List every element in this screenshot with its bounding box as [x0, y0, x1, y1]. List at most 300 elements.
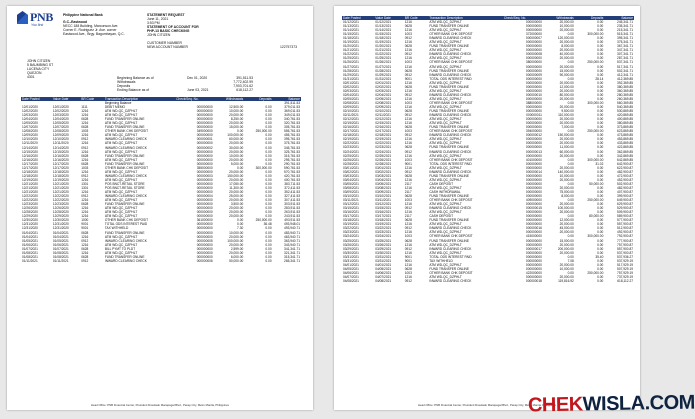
table-cell: 000000004: [196, 194, 213, 199]
table-cell: 03/09/2021: [343, 189, 359, 194]
table-cell: 0.00: [597, 96, 604, 101]
table-cell: 0.00: [597, 194, 604, 199]
transaction-table-page-2: [342, 16, 634, 283]
table-cell: 12/18/2020: [22, 173, 38, 178]
table-cell: 02/25/2021: [375, 153, 392, 158]
table-cell: 502,900.87: [617, 181, 633, 186]
table-cell: 642,869.85: [617, 157, 633, 162]
table-cell: 540,369.85: [617, 104, 633, 109]
table-cell: 250,000.00: [587, 60, 604, 65]
table-cell: 12/21/2020: [52, 181, 69, 186]
table-cell: 02/23/2021: [343, 145, 359, 150]
table-cell: 02/10/2021: [343, 109, 359, 114]
table-cell: 0628: [404, 266, 412, 271]
table-cell: 20,000.00: [229, 234, 244, 239]
table-cell: TOTAL ODS INTEREST PAID: [429, 76, 472, 81]
table-cell: 000000000: [196, 242, 213, 247]
table-cell: ATM WD-QC_DZPHLT: [429, 242, 462, 247]
table-cell: 000000000: [525, 254, 542, 259]
statement-page-2: [334, 6, 640, 410]
table-cell: 0.00: [265, 198, 272, 203]
table-cell: 493,948.01: [284, 222, 300, 227]
table-cell: 20,000.00: [229, 149, 244, 154]
table-cell: 0.00: [597, 109, 604, 114]
table-cell: 340,761.53: [284, 117, 300, 122]
table-cell: 0.00: [265, 250, 272, 255]
table-cell: 1216: [404, 222, 412, 227]
transaction-table-page-1: [21, 97, 301, 263]
table-cell: 000000003: [196, 173, 213, 178]
table-cell: 100,000.00: [227, 133, 244, 138]
table-cell: 2117: [404, 214, 412, 219]
table-cell: 31.02: [595, 161, 604, 166]
table-cell: 0.00: [597, 210, 604, 215]
table-cell: 20,000.00: [229, 169, 244, 174]
table-cell: 50,000.00: [229, 258, 244, 263]
table-cell: 03/23/2021: [375, 230, 392, 235]
table-cell: 20,000.00: [559, 104, 574, 109]
table-cell: 342,869.85: [617, 153, 633, 158]
table-cell: 02/12/2021: [375, 117, 392, 122]
table-cell: 367,341.71: [617, 44, 633, 49]
table-cell: 03/30/2021: [375, 250, 392, 255]
table-cell: 12/28/2020: [52, 210, 69, 215]
table-cell: FUND TRANSFER ONLINE: [429, 44, 469, 49]
table-cell: 80,000.00: [559, 92, 574, 97]
table-cell: 000000000: [525, 266, 542, 271]
table-cell: ATM WD-QC_DZPHLT: [429, 117, 462, 122]
table-cell: 60,000.00: [229, 137, 244, 142]
table-cell: INWARD CLEARING CHECK: [429, 169, 472, 174]
table-cell: FUND TRANSFER ONLINE: [429, 68, 469, 73]
table-cell: 20,000.00: [229, 121, 244, 126]
table-cell: 341,341.71: [284, 246, 300, 251]
page-footer: Head Office: PNB Financial Center, President Diosdado Macapagal Blvd., Pasay City, Metro Manila, Philippines: [91, 403, 229, 407]
table-cell: 629,900.87: [617, 202, 633, 207]
column-header: Check/Seq. No.: [175, 97, 213, 101]
table-cell: 03/31/2021: [375, 254, 392, 259]
table-cell: 000000000: [196, 190, 213, 195]
table-cell: 01/04/2021: [52, 230, 69, 235]
table-cell: 02/17/2021: [343, 129, 359, 134]
table-cell: 01/14/2021: [343, 28, 359, 33]
table-cell: 0912: [404, 92, 412, 97]
table-cell: 02/19/2021: [375, 137, 392, 142]
table-cell: FUND TRANSFER ONLINE: [104, 254, 145, 259]
table-row: [342, 279, 634, 283]
table-cell: 623,869.85: [617, 129, 633, 134]
table-cell: 250,000.00: [255, 129, 272, 134]
table-cell: 17,050.00: [229, 181, 244, 186]
table-cell: 537,900.87: [617, 250, 633, 255]
table-cell: 12/17/2020: [52, 165, 69, 170]
table-cell: 1216: [404, 250, 412, 255]
table-cell: 03/04/2021: [343, 177, 359, 182]
table-cell: 373,869.85: [617, 125, 633, 130]
table-cell: 0912: [404, 133, 412, 138]
table-cell: 03/05/2021: [375, 181, 392, 186]
table-cell: 000000000: [525, 214, 542, 219]
table-cell: ATM WD-QC_DZPHLT: [429, 185, 462, 190]
table-cell: 407,900.87: [617, 189, 633, 194]
table-cell: 150,000.00: [227, 173, 244, 178]
table-cell: 20,000.00: [559, 185, 574, 190]
table-cell: 649,900.87: [617, 198, 633, 203]
table-cell: 260,369.85: [617, 96, 633, 101]
table-cell: 305,761.53: [284, 125, 300, 130]
table-cell: 1216: [404, 185, 412, 190]
table-cell: 422,869.85: [617, 145, 633, 150]
table-cell: INWARD CLEARING CHECK: [429, 52, 472, 57]
table-cell: 1216: [81, 121, 89, 126]
table-cell: 10,000.00: [229, 230, 244, 235]
table-cell: 20,000.00: [559, 262, 574, 267]
table-cell: 0.00: [597, 218, 604, 223]
table-cell: 0912: [404, 169, 412, 174]
table-cell: 1216: [81, 113, 89, 118]
table-cell: TAX WITHHELD: [104, 226, 129, 231]
table-cell: 11,000.00: [559, 145, 574, 150]
table-cell: OTHER BANK CHK DEPOSIT: [429, 100, 473, 105]
table-cell: 000000000: [196, 157, 213, 162]
table-cell: 300,000.00: [587, 234, 604, 239]
table-cell: ATM WD-QC_DZPHLT: [104, 121, 138, 126]
table-cell: 01/12/2021: [343, 20, 359, 24]
table-cell: 03/08/2021: [343, 185, 359, 190]
table-cell: 363,940.71: [284, 238, 300, 243]
table-cell: 01/04/2021: [22, 234, 38, 239]
table-cell: 03/26/2021: [375, 242, 392, 247]
column-header: Check/Seq. No.: [503, 16, 543, 20]
table-cell: ATM WD-QC_DZPHLT: [429, 230, 462, 235]
page-footer: Head Office: PNB Financial Center, President Diosdado Macapagal Blvd., Pasay City, Metro Manila, Philippines: [418, 403, 556, 407]
table-cell: 0.00: [567, 198, 574, 203]
table-cell: 0.00: [265, 185, 272, 190]
table-cell: INWARD CLEARING CHECK: [429, 72, 472, 77]
table-cell: 12/31/2020: [22, 226, 38, 231]
table-cell: 0628: [404, 145, 412, 150]
table-cell: 0.00: [597, 36, 604, 41]
table-cell: 01/14/2021: [375, 28, 392, 33]
table-cell: 03/24/2021: [375, 234, 392, 239]
table-cell: 04/06/2021: [375, 270, 392, 275]
table-cell: 1216: [404, 137, 412, 142]
table-cell: 12,000.00: [559, 84, 574, 89]
table-cell: 000000000: [525, 274, 542, 279]
table-cell: ATM WD-QC_DZPHLT: [104, 250, 138, 255]
table-cell: 300,000.00: [255, 165, 272, 170]
table-cell: 1216: [404, 117, 412, 122]
table-cell: 415000000: [525, 234, 542, 239]
table-cell: 20,000.00: [559, 88, 574, 93]
table-cell: 557,900.87: [617, 222, 633, 227]
table-cell: 20,000.00: [229, 210, 244, 215]
table-cell: 20,000.00: [559, 153, 574, 158]
table-cell: 12/03/2020: [22, 113, 38, 118]
table-cell: 01/20/2021: [343, 44, 359, 49]
table-cell: 422000000: [525, 270, 542, 275]
table-cell: 12/18/2020: [52, 169, 69, 174]
table-cell: 01/26/2021: [375, 60, 392, 65]
table-cell: 000000000: [525, 28, 542, 33]
table-cell: 02/09/2021: [375, 104, 392, 109]
table-cell: FUND TRANSFER ONLINE: [104, 153, 145, 158]
table-cell: 100,000.00: [227, 238, 244, 243]
table-cell: 0.00: [597, 68, 604, 73]
table-cell: 000000000: [525, 181, 542, 186]
table-cell: 000000000: [196, 105, 213, 110]
table-cell: 10,000.00: [559, 173, 574, 178]
table-cell: 01/08/2021: [22, 250, 38, 255]
table-cell: 0628: [81, 125, 89, 130]
table-cell: 1216: [404, 28, 412, 33]
table-cell: 20,000.00: [559, 230, 574, 235]
table-cell: POS BNCT-RETAIL STORE: [104, 185, 145, 190]
table-cell: ATM WD-QC_DZPHLT: [104, 190, 138, 195]
table-cell: 000000000: [196, 222, 213, 227]
table-cell: 12/23/2020: [52, 202, 69, 207]
table-cell: INWARD CLEARING CHECK: [429, 246, 472, 251]
table-cell: 321,341.71: [284, 250, 300, 255]
table-cell: 0.00: [597, 117, 604, 122]
table-cell: 119,816.92: [558, 279, 574, 283]
table-cell: ATM WD-QC_DZPHLT: [429, 165, 462, 170]
table-cell: ATM WD-QC_DZPHLT: [429, 96, 462, 101]
table-cell: 12/29/2020: [22, 214, 38, 219]
table-cell: TOTAL ODS INTEREST PAID: [429, 254, 472, 259]
table-cell: 01/27/2021: [343, 64, 359, 69]
table-cell: CASH WITHDRAWAL: [429, 189, 461, 194]
table-cell: 493,940.71: [284, 226, 300, 231]
table-cell: 1216: [81, 242, 89, 247]
table-cell: 0.00: [265, 105, 272, 110]
table-cell: 000000000: [196, 181, 213, 186]
table-cell: 03/12/2021: [375, 202, 392, 207]
table-cell: 512,900.87: [617, 226, 633, 231]
column-header: Deposits: [244, 97, 272, 101]
table-cell: 02/18/2021: [343, 133, 359, 138]
table-cell: 12/16/2020: [22, 153, 38, 158]
table-cell: 50,000.00: [589, 181, 604, 186]
table-cell: 1216: [81, 169, 89, 174]
table-cell: 01/06/2021: [22, 242, 38, 247]
table-cell: 03/03/2021: [375, 173, 392, 178]
table-cell: 0.00: [237, 165, 244, 170]
table-cell: 1111: [81, 105, 88, 110]
table-cell: 0.00: [597, 40, 604, 45]
table-cell: OTHER BANK CHK DEPOSIT: [429, 32, 473, 37]
table-cell: 0.00: [597, 222, 604, 227]
table-cell: 295,761.53: [284, 157, 300, 162]
table-cell: 03/16/2021: [375, 210, 392, 215]
table-cell: 409000000: [525, 198, 542, 203]
table-cell: 000000000: [196, 198, 213, 203]
table-cell: 03/31/2021: [343, 258, 359, 263]
table-cell: 0.00: [567, 161, 574, 166]
table-cell: FUND TRANSFER ONLINE: [429, 173, 469, 178]
table-cell: FUND TRANSFER ONLINE: [429, 24, 469, 29]
table-cell: 12/05/2020: [52, 121, 69, 126]
table-cell: 03/22/2021: [375, 226, 392, 231]
table-cell: 1003: [404, 270, 412, 275]
table-cell: 000000000: [196, 117, 213, 122]
table-cell: 20,000.00: [559, 165, 574, 170]
table-cell: 0628: [404, 218, 412, 223]
table-cell: 0.00: [265, 210, 272, 215]
table-cell: 02/04/2021: [375, 92, 392, 97]
table-cell: 235,341.71: [617, 24, 633, 29]
table-cell: 1003: [404, 198, 412, 203]
table-cell: 02/10/2021: [375, 109, 392, 114]
table-cell: 0.00: [265, 113, 272, 118]
table-cell: 000000000: [525, 165, 542, 170]
table-cell: FUND TRANSFER ONLINE: [104, 202, 145, 207]
table-cell: 530,869.85: [617, 109, 633, 114]
table-cell: TAX WITHHELD: [429, 258, 453, 263]
table-cell: 02/01/2021: [343, 80, 359, 85]
table-cell: 20,000.00: [229, 250, 244, 255]
table-cell: 1301: [81, 181, 89, 186]
table-cell: 12/01/2020: [52, 105, 69, 110]
table-cell: 1003: [404, 157, 412, 162]
table-cell: 537,936.27: [617, 254, 633, 259]
table-cell: 25,000.00: [229, 194, 244, 199]
table-cell: 000000000: [196, 254, 213, 259]
table-cell: OTHER BANK CHK DEPOSIT: [104, 165, 149, 170]
table-cell: 0.00: [265, 190, 272, 195]
table-cell: ATM WD-QC_DZPHLT: [429, 88, 462, 93]
table-cell: 0.00: [265, 109, 272, 114]
table-cell: ATM WD-QC_DZPHLT: [104, 210, 138, 215]
table-cell: 000000000: [525, 153, 542, 158]
table-cell: 03/10/2021: [343, 194, 359, 199]
table-cell: 0.00: [265, 117, 272, 122]
table-cell: 0.00: [265, 153, 272, 158]
table-cell: ATM WD-QC_DZPHLT: [104, 206, 138, 211]
table-cell: 02/23/2021: [375, 145, 392, 150]
table-cell: 1216: [81, 157, 89, 162]
table-cell: 01/13/2021: [343, 24, 359, 29]
table-cell: 0912: [81, 194, 89, 199]
table-cell: 03/25/2021: [375, 238, 392, 243]
table-cell: 250,000.00: [255, 218, 272, 223]
table-cell: 120,000.00: [557, 36, 574, 41]
table-cell: 12/10/2020: [52, 137, 69, 142]
table-cell: 327,411.53: [284, 194, 300, 199]
table-cell: 307,411.53: [284, 198, 300, 203]
column-header: Transaction Description: [428, 16, 502, 20]
table-cell: 0628: [81, 230, 89, 235]
table-cell: 000000000: [525, 262, 542, 267]
table-cell: 02/05/2021: [375, 96, 392, 101]
table-cell: 303,911.53: [284, 202, 300, 207]
table-cell: 0.00: [265, 238, 272, 243]
table-cell: 000000000: [525, 173, 542, 178]
table-cell: 000000012: [525, 133, 542, 138]
table-cell: 12/19/2020: [52, 177, 69, 182]
table-cell: 01/19/2021: [343, 40, 359, 45]
table-cell: 1216: [404, 210, 412, 215]
table-cell: 02/16/2021: [375, 125, 392, 130]
table-cell: 343,940.71: [284, 242, 300, 247]
table-cell: 0912: [404, 246, 412, 251]
table-cell: 02/17/2021: [375, 129, 392, 134]
table-cell: 03/18/2021: [375, 218, 392, 223]
table-cell: 1216: [404, 141, 412, 146]
table-cell: 02/15/2021: [343, 121, 359, 126]
table-cell: 1003: [404, 234, 412, 239]
table-cell: 03/09/2021: [375, 189, 392, 194]
table-cell: 02/28/2021: [343, 161, 359, 166]
table-cell: 01/28/2021: [375, 68, 392, 73]
table-cell: 02/24/2021: [375, 149, 392, 154]
table-cell: 000000000: [196, 230, 213, 235]
table-cell: 0.00: [597, 185, 604, 190]
table-cell: BILL PYMT TO PLDT: [104, 246, 136, 251]
table-cell: 0.00: [597, 169, 604, 174]
table-cell: 03/04/2021: [375, 177, 392, 182]
table-cell: 000000000: [196, 177, 213, 182]
table-cell: 0.00: [597, 206, 604, 211]
table-cell: FUND TRANSFER ONLINE: [429, 218, 469, 223]
table-cell: 000000000: [525, 64, 542, 69]
table-cell: 0.00: [265, 177, 272, 182]
table-cell: ATM WD-QC_DZPHLT: [429, 56, 462, 61]
table-cell: 0.00: [597, 279, 604, 283]
table-cell: 320,761.53: [284, 121, 300, 126]
table-cell: OTHER BANK CHK DEPOSIT: [429, 129, 473, 134]
table-cell: 315,341.71: [284, 254, 300, 259]
table-cell: 250,000.00: [587, 198, 604, 203]
table-cell: 0.00: [597, 133, 604, 138]
table-cell: 482,900.87: [617, 185, 633, 190]
table-cell: 0912: [404, 72, 412, 77]
table-cell: 03/16/2021: [343, 210, 359, 215]
table-cell: 02/09/2021: [343, 104, 359, 109]
table-cell: 0.00: [265, 242, 272, 247]
table-cell: 361000000: [196, 218, 213, 223]
column-header: Withdrawals: [214, 97, 245, 101]
bank-header: Philippine National Bank G.C.-Eastwood NECC 188 Building, Marconson Ave. Corner E. Rodriguez Jr. Ave. corner Eastwood Ave., Brgy. Bagumbayan, Q.C.: [63, 13, 125, 37]
table-cell: 1216: [81, 198, 89, 203]
table-cell: 01/18/2021: [375, 36, 392, 41]
table-cell: 000000000: [525, 56, 542, 61]
table-cell: 75,000.00: [559, 189, 574, 194]
table-cell: 618,112.27: [617, 279, 633, 283]
table-cell: 0.00: [265, 173, 272, 178]
table-cell: 0.00: [265, 254, 272, 259]
table-cell: INWARD CLEARING CHECK: [429, 149, 472, 154]
table-cell: 345,761.53: [284, 145, 300, 150]
table-cell: 0.00: [567, 181, 574, 186]
column-header: Value Date: [52, 97, 80, 101]
table-cell: 1003: [404, 129, 412, 134]
table-cell: 250,000.00: [587, 270, 604, 275]
table-cell: 15,000.00: [559, 68, 574, 73]
table-cell: 412,369.85: [617, 76, 633, 81]
table-cell: 0.00: [597, 242, 604, 247]
table-cell: 12/16/2020: [52, 157, 69, 162]
table-cell: 0.00: [265, 181, 272, 186]
table-cell: 8,000.00: [561, 194, 574, 199]
table-cell: 12/19/2020: [22, 177, 38, 182]
table-cell: ATM WD-QC_DZPHLT: [429, 104, 462, 109]
table-cell: FUND TRANSFER ONLINE: [429, 266, 469, 271]
table-cell: 380,869.85: [617, 121, 633, 126]
table-cell: 1216: [404, 165, 412, 170]
table-cell: INWARD CLEARING CHECK: [429, 226, 472, 231]
table-cell: 352,411.53: [284, 190, 300, 195]
